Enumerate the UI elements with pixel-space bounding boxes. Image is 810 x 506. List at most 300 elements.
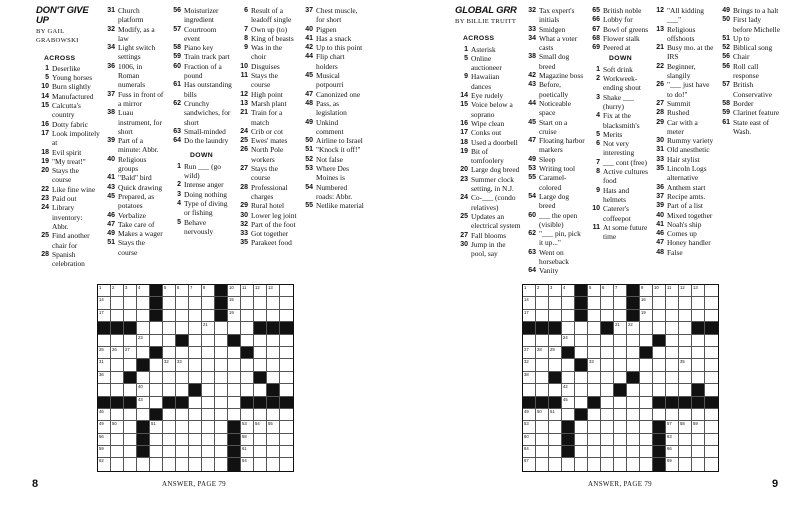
grid-cell[interactable] (692, 335, 705, 347)
grid-cell[interactable] (215, 372, 228, 384)
grid-cell[interactable] (536, 372, 549, 384)
grid-cell[interactable] (640, 372, 653, 384)
grid-cell[interactable] (189, 421, 202, 433)
grid-cell[interactable] (666, 384, 679, 396)
grid-cell[interactable] (614, 335, 627, 347)
grid-cell[interactable] (549, 310, 562, 322)
grid-cell[interactable] (137, 310, 150, 322)
grid-cell[interactable] (614, 297, 627, 309)
grid-cell[interactable] (666, 310, 679, 322)
grid-cell[interactable] (280, 359, 293, 371)
grid-cell[interactable] (124, 285, 137, 297)
grid-cell[interactable] (549, 335, 562, 347)
grid-cell[interactable] (241, 297, 254, 309)
grid-cell[interactable] (254, 434, 267, 446)
grid-cell[interactable] (124, 409, 137, 421)
grid-cell[interactable] (254, 409, 267, 421)
grid-cell[interactable] (150, 446, 163, 458)
grid-cell[interactable] (627, 322, 640, 334)
grid-cell[interactable] (588, 421, 601, 433)
grid-cell[interactable] (124, 421, 137, 433)
grid-cell[interactable] (588, 384, 601, 396)
grid-cell[interactable] (666, 421, 679, 433)
grid-cell[interactable] (562, 372, 575, 384)
grid-cell[interactable] (111, 372, 124, 384)
grid-cell[interactable] (640, 359, 653, 371)
grid-cell[interactable] (228, 397, 241, 409)
grid-cell[interactable] (666, 285, 679, 297)
grid-cell[interactable] (189, 347, 202, 359)
grid-cell[interactable] (679, 359, 692, 371)
grid-cell[interactable] (575, 384, 588, 396)
grid-cell[interactable] (254, 458, 267, 470)
grid-cell[interactable] (536, 446, 549, 458)
grid-cell[interactable] (588, 359, 601, 371)
grid-cell[interactable] (640, 434, 653, 446)
grid-cell[interactable] (202, 372, 215, 384)
grid-cell[interactable] (653, 310, 666, 322)
grid-cell[interactable] (163, 372, 176, 384)
grid-cell[interactable] (176, 372, 189, 384)
grid-cell[interactable] (228, 409, 241, 421)
grid-cell[interactable] (614, 359, 627, 371)
grid-cell[interactable] (562, 384, 575, 396)
grid-cell[interactable] (562, 397, 575, 409)
grid-cell[interactable] (614, 434, 627, 446)
grid-cell[interactable] (254, 297, 267, 309)
grid-cell[interactable] (562, 310, 575, 322)
grid-cell[interactable] (601, 359, 614, 371)
grid-cell[interactable] (588, 446, 601, 458)
grid-cell[interactable] (666, 322, 679, 334)
grid-cell[interactable] (536, 409, 549, 421)
grid-cell[interactable] (98, 347, 111, 359)
grid-cell[interactable] (705, 310, 718, 322)
grid-cell[interactable] (280, 446, 293, 458)
grid-cell[interactable] (536, 335, 549, 347)
grid-cell[interactable] (189, 359, 202, 371)
grid-cell[interactable] (202, 397, 215, 409)
grid-cell[interactable] (536, 458, 549, 470)
grid-cell[interactable] (692, 434, 705, 446)
grid-cell[interactable] (705, 384, 718, 396)
grid-cell[interactable] (705, 372, 718, 384)
grid-cell[interactable] (523, 285, 536, 297)
grid-cell[interactable] (189, 335, 202, 347)
grid-cell[interactable] (241, 409, 254, 421)
grid-cell[interactable] (163, 310, 176, 322)
grid-cell[interactable] (111, 297, 124, 309)
grid-cell[interactable] (98, 384, 111, 396)
grid-cell[interactable] (163, 322, 176, 334)
grid-cell[interactable] (280, 372, 293, 384)
grid-cell[interactable] (124, 384, 137, 396)
grid-cell[interactable] (549, 434, 562, 446)
grid-cell[interactable] (176, 322, 189, 334)
grid-cell[interactable] (111, 434, 124, 446)
grid-cell[interactable] (588, 347, 601, 359)
grid-cell[interactable] (124, 458, 137, 470)
grid-cell[interactable] (523, 347, 536, 359)
grid-cell[interactable] (202, 434, 215, 446)
grid-cell[interactable] (163, 285, 176, 297)
grid-cell[interactable] (666, 458, 679, 470)
grid-cell[interactable] (267, 434, 280, 446)
grid-cell[interactable] (98, 310, 111, 322)
grid-cell[interactable] (137, 409, 150, 421)
grid-cell[interactable] (692, 372, 705, 384)
grid-cell[interactable] (640, 310, 653, 322)
grid-cell[interactable] (679, 335, 692, 347)
grid-cell[interactable] (692, 347, 705, 359)
grid-cell[interactable] (176, 384, 189, 396)
grid-cell[interactable] (111, 458, 124, 470)
grid-cell[interactable] (241, 285, 254, 297)
grid-cell[interactable] (588, 297, 601, 309)
grid-cell[interactable] (228, 322, 241, 334)
grid-cell[interactable] (523, 421, 536, 433)
grid-cell[interactable] (111, 335, 124, 347)
grid-cell[interactable] (111, 409, 124, 421)
grid-cell[interactable] (627, 359, 640, 371)
grid-cell[interactable] (692, 409, 705, 421)
grid-cell[interactable] (189, 458, 202, 470)
grid-cell[interactable] (536, 359, 549, 371)
grid-cell[interactable] (267, 297, 280, 309)
grid-cell[interactable] (176, 285, 189, 297)
grid-cell[interactable] (215, 446, 228, 458)
grid-cell[interactable] (241, 384, 254, 396)
grid-cell[interactable] (98, 421, 111, 433)
grid-cell[interactable] (163, 409, 176, 421)
grid-cell[interactable] (228, 347, 241, 359)
grid-cell[interactable] (267, 458, 280, 470)
grid-cell[interactable] (523, 297, 536, 309)
grid-cell[interactable] (549, 347, 562, 359)
grid-cell[interactable] (98, 434, 111, 446)
grid-cell[interactable] (111, 285, 124, 297)
grid-cell[interactable] (254, 384, 267, 396)
grid-cell[interactable] (163, 297, 176, 309)
grid-cell[interactable] (215, 458, 228, 470)
grid-cell[interactable] (705, 421, 718, 433)
grid-cell[interactable] (176, 359, 189, 371)
grid-cell[interactable] (679, 421, 692, 433)
grid-cell[interactable] (601, 335, 614, 347)
grid-cell[interactable] (653, 409, 666, 421)
grid-cell[interactable] (562, 285, 575, 297)
grid-cell[interactable] (614, 322, 627, 334)
grid-cell[interactable] (601, 297, 614, 309)
grid-cell[interactable] (653, 372, 666, 384)
grid-cell[interactable] (523, 359, 536, 371)
grid-cell[interactable] (137, 285, 150, 297)
grid-cell[interactable] (523, 335, 536, 347)
grid-cell[interactable] (202, 310, 215, 322)
grid-cell[interactable] (137, 322, 150, 334)
grid-cell[interactable] (150, 359, 163, 371)
grid-cell[interactable] (549, 359, 562, 371)
grid-cell[interactable] (267, 285, 280, 297)
grid-cell[interactable] (176, 421, 189, 433)
grid-cell[interactable] (137, 297, 150, 309)
grid-cell[interactable] (280, 409, 293, 421)
grid-cell[interactable] (267, 446, 280, 458)
grid-cell[interactable] (254, 446, 267, 458)
grid-cell[interactable] (666, 347, 679, 359)
grid-cell[interactable] (215, 421, 228, 433)
grid-cell[interactable] (627, 335, 640, 347)
grid-cell[interactable] (202, 446, 215, 458)
grid-cell[interactable] (679, 409, 692, 421)
grid-cell[interactable] (98, 335, 111, 347)
grid-cell[interactable] (267, 335, 280, 347)
grid-cell[interactable] (640, 322, 653, 334)
grid-cell[interactable] (666, 409, 679, 421)
grid-cell[interactable] (124, 359, 137, 371)
grid-cell[interactable] (241, 421, 254, 433)
grid-cell[interactable] (536, 310, 549, 322)
grid-cell[interactable] (679, 297, 692, 309)
grid-cell[interactable] (163, 458, 176, 470)
grid-cell[interactable] (549, 285, 562, 297)
grid-cell[interactable] (601, 458, 614, 470)
grid-cell[interactable] (692, 285, 705, 297)
grid-cell[interactable] (228, 310, 241, 322)
grid-cell[interactable] (267, 310, 280, 322)
grid-cell[interactable] (614, 421, 627, 433)
grid-cell[interactable] (679, 372, 692, 384)
grid-cell[interactable] (189, 372, 202, 384)
grid-cell[interactable] (627, 458, 640, 470)
grid-cell[interactable] (614, 347, 627, 359)
grid-cell[interactable] (627, 347, 640, 359)
grid-cell[interactable] (150, 384, 163, 396)
grid-cell[interactable] (523, 446, 536, 458)
grid-cell[interactable] (640, 446, 653, 458)
grid-cell[interactable] (705, 285, 718, 297)
grid-cell[interactable] (588, 322, 601, 334)
grid-cell[interactable] (98, 372, 111, 384)
grid-cell[interactable] (666, 446, 679, 458)
grid-cell[interactable] (241, 446, 254, 458)
grid-cell[interactable] (640, 397, 653, 409)
grid-cell[interactable] (640, 409, 653, 421)
grid-cell[interactable] (241, 372, 254, 384)
grid-cell[interactable] (189, 285, 202, 297)
grid-cell[interactable] (679, 322, 692, 334)
grid-cell[interactable] (267, 421, 280, 433)
grid-cell[interactable] (280, 458, 293, 470)
grid-cell[interactable] (280, 310, 293, 322)
grid-cell[interactable] (202, 384, 215, 396)
grid-cell[interactable] (189, 409, 202, 421)
grid-cell[interactable] (280, 335, 293, 347)
grid-cell[interactable] (653, 347, 666, 359)
grid-cell[interactable] (536, 384, 549, 396)
grid-cell[interactable] (614, 397, 627, 409)
grid-cell[interactable] (137, 372, 150, 384)
grid-cell[interactable] (523, 458, 536, 470)
grid-cell[interactable] (549, 297, 562, 309)
grid-cell[interactable] (692, 297, 705, 309)
grid-cell[interactable] (241, 310, 254, 322)
grid-cell[interactable] (215, 384, 228, 396)
grid-cell[interactable] (137, 397, 150, 409)
grid-cell[interactable] (202, 347, 215, 359)
grid-cell[interactable] (601, 285, 614, 297)
grid-cell[interactable] (215, 347, 228, 359)
grid-cell[interactable] (627, 384, 640, 396)
grid-cell[interactable] (280, 285, 293, 297)
grid-cell[interactable] (679, 310, 692, 322)
grid-cell[interactable] (549, 384, 562, 396)
grid-cell[interactable] (228, 384, 241, 396)
grid-cell[interactable] (189, 446, 202, 458)
grid-cell[interactable] (202, 335, 215, 347)
grid-cell[interactable] (150, 434, 163, 446)
grid-cell[interactable] (176, 347, 189, 359)
grid-cell[interactable] (280, 434, 293, 446)
grid-cell[interactable] (614, 285, 627, 297)
grid-cell[interactable] (202, 285, 215, 297)
grid-cell[interactable] (176, 446, 189, 458)
grid-cell[interactable] (653, 297, 666, 309)
grid-cell[interactable] (267, 372, 280, 384)
grid-cell[interactable] (640, 335, 653, 347)
grid-cell[interactable] (601, 446, 614, 458)
grid-cell[interactable] (111, 310, 124, 322)
grid-cell[interactable] (163, 384, 176, 396)
grid-cell[interactable] (601, 421, 614, 433)
grid-cell[interactable] (280, 421, 293, 433)
grid-cell[interactable] (228, 359, 241, 371)
grid-cell[interactable] (124, 434, 137, 446)
grid-cell[interactable] (241, 458, 254, 470)
grid-cell[interactable] (215, 409, 228, 421)
grid-cell[interactable] (111, 421, 124, 433)
grid-cell[interactable] (150, 372, 163, 384)
grid-cell[interactable] (280, 347, 293, 359)
grid-cell[interactable] (254, 335, 267, 347)
grid-cell[interactable] (98, 446, 111, 458)
grid-cell[interactable] (588, 409, 601, 421)
grid-cell[interactable] (601, 384, 614, 396)
grid-cell[interactable] (523, 384, 536, 396)
grid-cell[interactable] (679, 446, 692, 458)
grid-cell[interactable] (163, 421, 176, 433)
grid-cell[interactable] (189, 434, 202, 446)
grid-cell[interactable] (705, 359, 718, 371)
grid-cell[interactable] (588, 285, 601, 297)
grid-cell[interactable] (679, 347, 692, 359)
grid-cell[interactable] (653, 384, 666, 396)
grid-cell[interactable] (215, 322, 228, 334)
grid-cell[interactable] (176, 409, 189, 421)
grid-cell[interactable] (280, 384, 293, 396)
grid-cell[interactable] (176, 297, 189, 309)
grid-cell[interactable] (601, 372, 614, 384)
grid-cell[interactable] (523, 434, 536, 446)
grid-cell[interactable] (536, 297, 549, 309)
grid-cell[interactable] (111, 359, 124, 371)
grid-cell[interactable] (124, 335, 137, 347)
grid-cell[interactable] (640, 297, 653, 309)
grid-cell[interactable] (163, 335, 176, 347)
grid-cell[interactable] (150, 322, 163, 334)
grid-cell[interactable] (215, 434, 228, 446)
grid-cell[interactable] (163, 434, 176, 446)
grid-cell[interactable] (705, 446, 718, 458)
grid-cell[interactable] (627, 421, 640, 433)
grid-cell[interactable] (666, 434, 679, 446)
grid-cell[interactable] (549, 446, 562, 458)
grid-cell[interactable] (588, 372, 601, 384)
grid-cell[interactable] (666, 359, 679, 371)
grid-cell[interactable] (241, 322, 254, 334)
grid-cell[interactable] (666, 335, 679, 347)
grid-cell[interactable] (215, 335, 228, 347)
grid-cell[interactable] (640, 421, 653, 433)
grid-cell[interactable] (241, 335, 254, 347)
grid-cell[interactable] (588, 434, 601, 446)
grid-cell[interactable] (189, 322, 202, 334)
grid-cell[interactable] (215, 397, 228, 409)
grid-cell[interactable] (137, 347, 150, 359)
grid-cell[interactable] (111, 347, 124, 359)
grid-cell[interactable] (575, 397, 588, 409)
grid-cell[interactable] (614, 458, 627, 470)
grid-cell[interactable] (202, 421, 215, 433)
grid-cell[interactable] (98, 359, 111, 371)
grid-cell[interactable] (241, 434, 254, 446)
grid-cell[interactable] (588, 458, 601, 470)
grid-cell[interactable] (562, 409, 575, 421)
grid-cell[interactable] (536, 434, 549, 446)
grid-cell[interactable] (640, 458, 653, 470)
grid-cell[interactable] (601, 347, 614, 359)
grid-cell[interactable] (705, 297, 718, 309)
grid-cell[interactable] (98, 458, 111, 470)
grid-cell[interactable] (254, 285, 267, 297)
grid-cell[interactable] (98, 297, 111, 309)
grid-cell[interactable] (176, 458, 189, 470)
grid-cell[interactable] (653, 322, 666, 334)
grid-cell[interactable] (640, 384, 653, 396)
grid-cell[interactable] (549, 409, 562, 421)
grid-cell[interactable] (189, 310, 202, 322)
grid-cell[interactable] (228, 297, 241, 309)
grid-cell[interactable] (705, 434, 718, 446)
grid-cell[interactable] (575, 421, 588, 433)
grid-cell[interactable] (163, 446, 176, 458)
grid-cell[interactable] (627, 446, 640, 458)
grid-cell[interactable] (601, 310, 614, 322)
grid-cell[interactable] (189, 397, 202, 409)
grid-cell[interactable] (705, 335, 718, 347)
grid-cell[interactable] (163, 359, 176, 371)
grid-cell[interactable] (679, 434, 692, 446)
grid-cell[interactable] (202, 297, 215, 309)
grid-cell[interactable] (228, 285, 241, 297)
grid-cell[interactable] (601, 397, 614, 409)
grid-cell[interactable] (150, 421, 163, 433)
grid-cell[interactable] (111, 384, 124, 396)
grid-cell[interactable] (150, 335, 163, 347)
grid-cell[interactable] (562, 458, 575, 470)
grid-cell[interactable] (202, 458, 215, 470)
grid-cell[interactable] (523, 372, 536, 384)
